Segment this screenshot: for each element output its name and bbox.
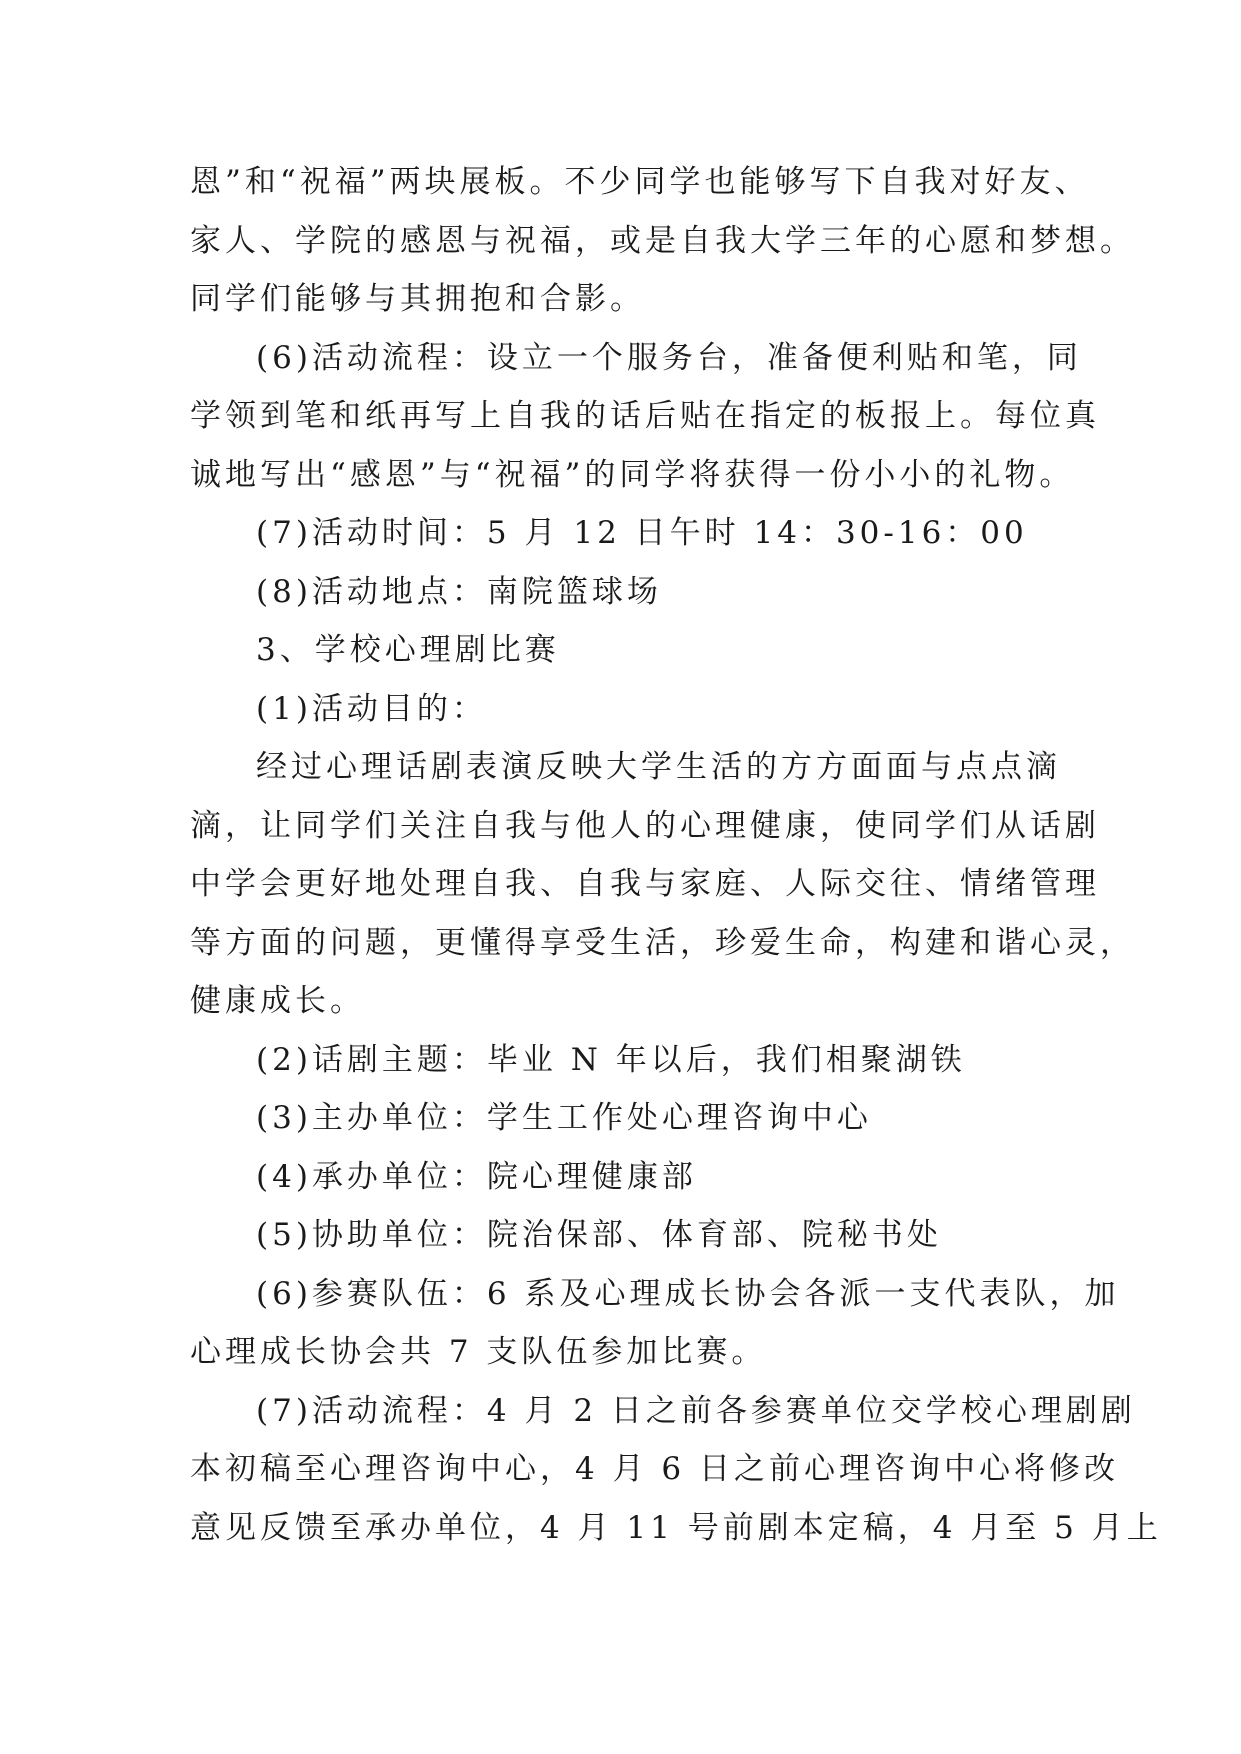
- text-line: 滴，让同学们关注自我与他人的心理健康，使同学们从话剧: [190, 807, 1100, 844]
- text-line: 恩”和“祝福”两块展板。不少同学也能够写下自我对好友、: [190, 164, 1090, 200]
- text-line: (3)主办单位：学生工作处心理咨询中心: [256, 1100, 872, 1136]
- text-line: 意见反馈至承办单位，4 月 11 号前剧本定稿，4 月至 5 月上: [190, 1509, 1162, 1546]
- text-line: (8)活动地点：南院篮球场: [256, 573, 662, 610]
- text-line: (5)协助单位：院治保部、体育部、院秘书处: [256, 1217, 942, 1253]
- text-line: 同学们能够与其拥抱和合影。: [190, 281, 645, 317]
- text-line: (6)活动流程：设立一个服务台，准备便利贴和笔，同: [256, 339, 1082, 376]
- document-body: [190, 153, 1162, 1557]
- text-line: 经过心理话剧表演反映大学生活的方方面面与点点滴: [256, 749, 1061, 785]
- text-line: 等方面的问题，更懂得享受生活，珍爱生命，构建和谐心灵，: [190, 924, 1135, 961]
- text-line: 学领到笔和纸再写上自我的话后贴在指定的板报上。每位真: [190, 398, 1100, 434]
- text-line: (6)参赛队伍：6 系及心理成长协会各派一支代表队，加: [256, 1275, 1120, 1312]
- text-line: 健康成长。: [190, 983, 365, 1019]
- text-line: 诚地写出“感恩”与“祝福”的同学将获得一份小小的礼物。: [190, 456, 1075, 493]
- section-heading: 3、学校心理剧比赛: [256, 632, 560, 668]
- text-line: (1)活动目的：: [256, 690, 487, 727]
- text-line: (4)承办单位：院心理健康部: [256, 1158, 697, 1195]
- text-line: (2)话剧主题：毕业 N 年以后，我们相聚湖铁: [256, 1041, 966, 1078]
- text-line: (7)活动时间：5 月 12 日午时 14：30-16：00: [256, 515, 1028, 551]
- text-line: 本初稿至心理咨询中心，4 月 6 日之前心理咨询中心将修改: [190, 1451, 1120, 1487]
- text-line: 家人、学院的感恩与祝福，或是自我大学三年的心愿和梦想。: [190, 222, 1135, 259]
- text-line: (7)活动流程：4 月 2 日之前各参赛单位交学校心理剧剧: [256, 1392, 1136, 1429]
- text-line: 心理成长协会共 7 支队伍参加比赛。: [190, 1334, 767, 1370]
- text-line: 中学会更好地处理自我、自我与家庭、人际交往、情绪管理: [190, 866, 1100, 902]
